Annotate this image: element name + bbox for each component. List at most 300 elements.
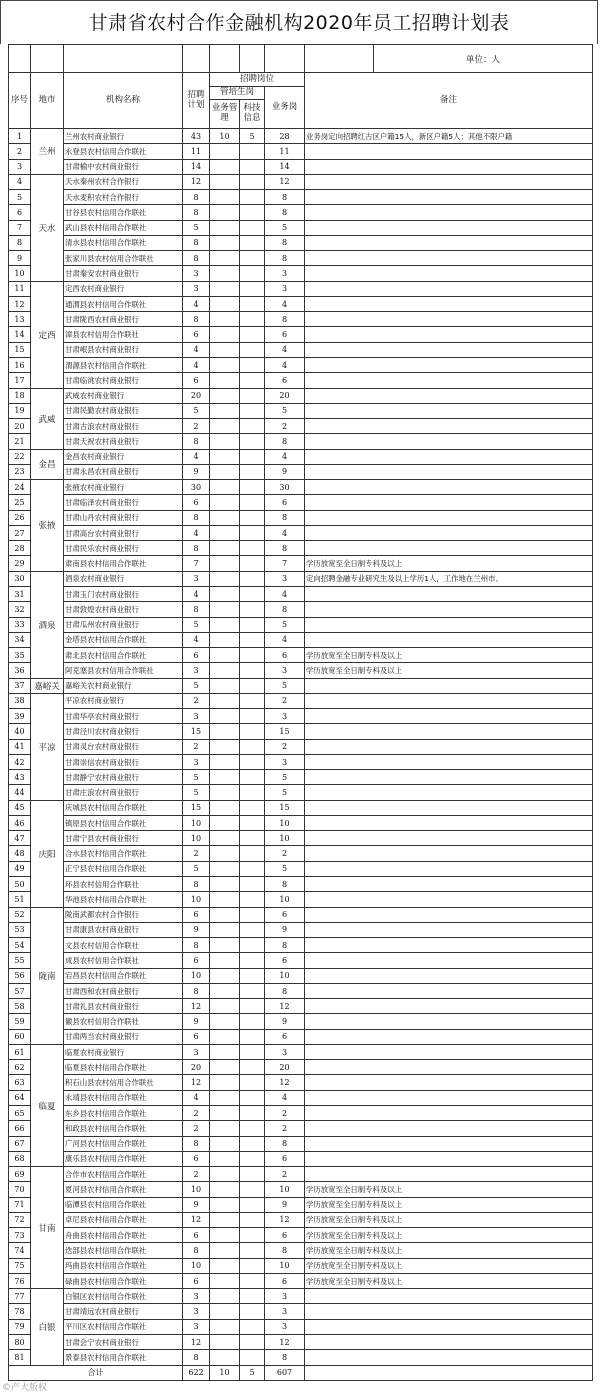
tech-count bbox=[240, 1121, 265, 1136]
plan-count: 4 bbox=[183, 586, 210, 601]
business-count: 4 bbox=[265, 525, 305, 540]
business-count: 2 bbox=[265, 846, 305, 861]
note-cell bbox=[305, 861, 593, 876]
row-seq: 55 bbox=[9, 953, 31, 968]
tech-count bbox=[240, 800, 265, 815]
note-cell bbox=[305, 1029, 593, 1044]
org-name: 甘肃民乐农村商业银行 bbox=[64, 541, 183, 556]
biz-mgmt-count bbox=[210, 190, 240, 205]
tech-count bbox=[240, 1334, 265, 1349]
plan-count: 12 bbox=[183, 1212, 210, 1227]
biz-mgmt-count bbox=[210, 480, 240, 495]
row-seq: 36 bbox=[9, 663, 31, 678]
org-name: 渭源县农村信用合作联社 bbox=[64, 357, 183, 372]
biz-mgmt-count bbox=[210, 281, 240, 296]
table-row bbox=[9, 770, 593, 785]
tech-count bbox=[240, 831, 265, 846]
business-count: 12 bbox=[265, 174, 305, 189]
note-cell: 学历放宽至全日制专科及以上 bbox=[305, 556, 593, 571]
business-count: 10 bbox=[265, 1182, 305, 1197]
plan-count: 5 bbox=[183, 617, 210, 632]
plan-count: 8 bbox=[183, 190, 210, 205]
tech-count bbox=[240, 938, 265, 953]
business-count: 15 bbox=[265, 800, 305, 815]
table-row bbox=[9, 296, 593, 311]
org-name: 甘肃西和农村商业银行 bbox=[64, 983, 183, 998]
table-row bbox=[9, 1121, 593, 1136]
org-name: 甘肃华亭农村商业银行 bbox=[64, 709, 183, 724]
biz-mgmt-count bbox=[210, 388, 240, 403]
tech-count bbox=[240, 419, 265, 434]
plan-count: 2 bbox=[183, 846, 210, 861]
table-row bbox=[9, 983, 593, 998]
biz-mgmt-count bbox=[210, 266, 240, 281]
table-row bbox=[9, 449, 593, 464]
biz-mgmt-count bbox=[210, 922, 240, 937]
table-row bbox=[9, 388, 593, 403]
tech-count bbox=[240, 403, 265, 418]
biz-mgmt-count bbox=[210, 1044, 240, 1059]
tech-count bbox=[240, 1304, 265, 1319]
org-name: 白银区农村信用合作联社 bbox=[64, 1289, 183, 1304]
city-cell: 酒泉 bbox=[31, 571, 64, 678]
tech-count bbox=[240, 327, 265, 342]
table-row bbox=[9, 602, 593, 617]
table-row bbox=[9, 877, 593, 892]
table-row bbox=[9, 312, 593, 327]
org-name: 清水县农村信用合作联社 bbox=[64, 235, 183, 250]
org-name: 兰州农村商业银行 bbox=[64, 129, 183, 144]
business-count: 8 bbox=[265, 434, 305, 449]
biz-mgmt-count bbox=[210, 831, 240, 846]
plan-count: 3 bbox=[183, 266, 210, 281]
tech-count bbox=[240, 983, 265, 998]
row-seq: 17 bbox=[9, 373, 31, 388]
tech-count bbox=[240, 296, 265, 311]
tech-count bbox=[240, 388, 265, 403]
table-row bbox=[9, 419, 593, 434]
org-name: 甘肃庄浪农村商业银行 bbox=[64, 785, 183, 800]
row-seq: 62 bbox=[9, 1060, 31, 1075]
table-row bbox=[9, 1060, 593, 1075]
plan-count: 5 bbox=[183, 403, 210, 418]
table-row bbox=[9, 999, 593, 1014]
row-seq: 81 bbox=[9, 1350, 31, 1365]
row-seq: 20 bbox=[9, 419, 31, 434]
tech-count bbox=[240, 586, 265, 601]
plan-count: 4 bbox=[183, 632, 210, 647]
table-row bbox=[9, 1044, 593, 1059]
table-row bbox=[9, 754, 593, 769]
row-seq: 59 bbox=[9, 1014, 31, 1029]
row-seq: 43 bbox=[9, 770, 31, 785]
tech-count bbox=[240, 663, 265, 678]
note-cell bbox=[305, 999, 593, 1014]
business-count: 5 bbox=[265, 617, 305, 632]
org-name: 环县农村信用合作联社 bbox=[64, 877, 183, 892]
org-name: 临夏农村商业银行 bbox=[64, 1044, 183, 1059]
tech-count bbox=[240, 373, 265, 388]
business-count: 3 bbox=[265, 266, 305, 281]
row-seq: 22 bbox=[9, 449, 31, 464]
city-cell: 庆阳 bbox=[31, 800, 64, 907]
org-name: 东乡县农村信用合作联社 bbox=[64, 1106, 183, 1121]
plan-count: 6 bbox=[183, 648, 210, 663]
org-name: 甘肃两当农村商业银行 bbox=[64, 1029, 183, 1044]
tech-count bbox=[240, 648, 265, 663]
org-name: 甘肃临洮农村商业银行 bbox=[64, 373, 183, 388]
business-count: 3 bbox=[265, 571, 305, 586]
row-seq: 74 bbox=[9, 1243, 31, 1258]
note-cell: 学历放宽至全日制专科及以上 bbox=[305, 1212, 593, 1227]
business-count: 8 bbox=[265, 190, 305, 205]
business-count: 3 bbox=[265, 663, 305, 678]
org-name: 甘肃会宁农村商业银行 bbox=[64, 1334, 183, 1349]
biz-mgmt-count bbox=[210, 693, 240, 708]
biz-mgmt-count bbox=[210, 495, 240, 510]
note-cell: 学历放宽至全日制专科及以上 bbox=[305, 1197, 593, 1212]
tech-count bbox=[240, 1151, 265, 1166]
note-cell bbox=[305, 938, 593, 953]
plan-count: 5 bbox=[183, 785, 210, 800]
business-count: 9 bbox=[265, 464, 305, 479]
tech-count bbox=[240, 999, 265, 1014]
org-name: 卓尼县农村信用合作联社 bbox=[64, 1212, 183, 1227]
plan-count: 5 bbox=[183, 770, 210, 785]
business-count: 20 bbox=[265, 1060, 305, 1075]
table-row bbox=[9, 1289, 593, 1304]
note-cell bbox=[305, 235, 593, 250]
note-cell: 学历放宽至全日制专科及以上 bbox=[305, 663, 593, 678]
note-cell bbox=[305, 724, 593, 739]
recruitment-table bbox=[8, 44, 593, 1381]
row-seq: 80 bbox=[9, 1334, 31, 1349]
business-count: 5 bbox=[265, 770, 305, 785]
tech-count bbox=[240, 159, 265, 174]
note-cell bbox=[305, 1014, 593, 1029]
row-seq: 69 bbox=[9, 1167, 31, 1182]
tech-count bbox=[240, 174, 265, 189]
plan-count: 6 bbox=[183, 327, 210, 342]
biz-mgmt-count bbox=[210, 1304, 240, 1319]
biz-mgmt-count bbox=[210, 1182, 240, 1197]
total-row bbox=[9, 1365, 593, 1380]
business-count: 2 bbox=[265, 1167, 305, 1182]
business-count: 4 bbox=[265, 342, 305, 357]
org-name: 甘肃崇信农村商业银行 bbox=[64, 754, 183, 769]
tech-count bbox=[240, 815, 265, 830]
tech-count bbox=[240, 632, 265, 647]
table-row bbox=[9, 1106, 593, 1121]
org-name: 永靖县农村信用合作联社 bbox=[64, 1090, 183, 1105]
row-seq: 41 bbox=[9, 739, 31, 754]
city-cell: 张掖 bbox=[31, 480, 64, 572]
org-name: 甘肃敦煌农村商业银行 bbox=[64, 602, 183, 617]
note-cell bbox=[305, 846, 593, 861]
plan-count: 2 bbox=[183, 1106, 210, 1121]
table-row bbox=[9, 648, 593, 663]
note-cell bbox=[305, 907, 593, 922]
biz-mgmt-count bbox=[210, 938, 240, 953]
business-count: 8 bbox=[265, 877, 305, 892]
plan-count: 3 bbox=[183, 709, 210, 724]
biz-mgmt-count bbox=[210, 1060, 240, 1075]
plan-count: 20 bbox=[183, 1060, 210, 1075]
plan-count: 6 bbox=[183, 495, 210, 510]
table-row bbox=[9, 1197, 593, 1212]
note-cell bbox=[305, 1151, 593, 1166]
row-seq: 40 bbox=[9, 724, 31, 739]
tech-count bbox=[240, 205, 265, 220]
row-seq: 57 bbox=[9, 983, 31, 998]
plan-count: 14 bbox=[183, 159, 210, 174]
note-cell: 学历放宽至全日制专科及以上 bbox=[305, 1228, 593, 1243]
row-seq: 23 bbox=[9, 464, 31, 479]
table-row bbox=[9, 357, 593, 372]
business-count: 10 bbox=[265, 815, 305, 830]
note-cell bbox=[305, 434, 593, 449]
plan-count: 8 bbox=[183, 877, 210, 892]
note-cell bbox=[305, 342, 593, 357]
org-name: 成县农村信用合作联社 bbox=[64, 953, 183, 968]
plan-count: 6 bbox=[183, 1228, 210, 1243]
header-biz-mgmt: 业务管理 bbox=[210, 100, 240, 129]
row-seq: 14 bbox=[9, 327, 31, 342]
business-count: 9 bbox=[265, 1014, 305, 1029]
business-count: 8 bbox=[265, 251, 305, 266]
plan-count: 2 bbox=[183, 1121, 210, 1136]
row-seq: 52 bbox=[9, 907, 31, 922]
table-row bbox=[9, 1228, 593, 1243]
biz-mgmt-count bbox=[210, 434, 240, 449]
note-cell bbox=[305, 357, 593, 372]
business-count: 9 bbox=[265, 1197, 305, 1212]
note-cell bbox=[305, 709, 593, 724]
business-count: 6 bbox=[265, 373, 305, 388]
biz-mgmt-count bbox=[210, 1319, 240, 1334]
plan-count: 2 bbox=[183, 419, 210, 434]
tech-count bbox=[240, 785, 265, 800]
tech-count bbox=[240, 357, 265, 372]
city-cell: 定西 bbox=[31, 281, 64, 388]
row-seq: 38 bbox=[9, 693, 31, 708]
total-tech: 5 bbox=[240, 1365, 265, 1380]
row-seq: 66 bbox=[9, 1121, 31, 1136]
note-cell bbox=[305, 739, 593, 754]
note-cell bbox=[305, 205, 593, 220]
org-name: 临夏县农村信用合作联社 bbox=[64, 1060, 183, 1075]
note-cell bbox=[305, 602, 593, 617]
table-row bbox=[9, 266, 593, 281]
org-name: 甘肃静宁农村商业银行 bbox=[64, 770, 183, 785]
header-trainee: 管培生岗 bbox=[210, 87, 265, 100]
unit-row bbox=[9, 45, 593, 73]
org-name: 肃北县农村信用合作联社 bbox=[64, 648, 183, 663]
table-row bbox=[9, 1075, 593, 1090]
tech-count bbox=[240, 1350, 265, 1365]
table-row bbox=[9, 831, 593, 846]
tech-count bbox=[240, 1212, 265, 1227]
table-row bbox=[9, 373, 593, 388]
tech-count bbox=[240, 434, 265, 449]
org-name: 甘肃康县农村商业银行 bbox=[64, 922, 183, 937]
note-cell bbox=[305, 983, 593, 998]
plan-count: 2 bbox=[183, 1167, 210, 1182]
table-row bbox=[9, 1243, 593, 1258]
business-count: 5 bbox=[265, 678, 305, 693]
org-name: 甘肃秦安农村商业银行 bbox=[64, 266, 183, 281]
org-name: 甘肃高台农村商业银行 bbox=[64, 525, 183, 540]
note-cell bbox=[305, 1350, 593, 1365]
note-cell: 学历放宽至全日制专科及以上 bbox=[305, 1243, 593, 1258]
org-name: 甘肃山丹农村商业银行 bbox=[64, 510, 183, 525]
total-note bbox=[305, 1365, 593, 1380]
biz-mgmt-count bbox=[210, 983, 240, 998]
biz-mgmt-count bbox=[210, 892, 240, 907]
note-cell bbox=[305, 632, 593, 647]
business-count: 6 bbox=[265, 1151, 305, 1166]
city-cell: 平凉 bbox=[31, 693, 64, 800]
org-name: 甘肃瓜州农村商业银行 bbox=[64, 617, 183, 632]
tech-count bbox=[240, 281, 265, 296]
org-name: 临潭县农村信用合作联社 bbox=[64, 1197, 183, 1212]
table-row bbox=[9, 1014, 593, 1029]
plan-count: 15 bbox=[183, 724, 210, 739]
city-cell: 嘉峪关 bbox=[31, 678, 64, 693]
business-count: 12 bbox=[265, 1212, 305, 1227]
plan-count: 5 bbox=[183, 220, 210, 235]
table-row bbox=[9, 693, 593, 708]
business-count: 4 bbox=[265, 296, 305, 311]
tech-count bbox=[240, 220, 265, 235]
note-cell bbox=[305, 464, 593, 479]
table-row bbox=[9, 556, 593, 571]
plan-count: 8 bbox=[183, 541, 210, 556]
tech-count bbox=[240, 525, 265, 540]
row-seq: 49 bbox=[9, 861, 31, 876]
biz-mgmt-count bbox=[210, 846, 240, 861]
plan-count: 8 bbox=[183, 938, 210, 953]
table-row bbox=[9, 1319, 593, 1334]
business-count: 2 bbox=[265, 693, 305, 708]
table-row bbox=[9, 1273, 593, 1288]
table-row bbox=[9, 815, 593, 830]
business-count: 8 bbox=[265, 938, 305, 953]
biz-mgmt-count bbox=[210, 449, 240, 464]
row-seq: 24 bbox=[9, 480, 31, 495]
header-note: 备注 bbox=[305, 73, 593, 129]
business-count: 3 bbox=[265, 754, 305, 769]
business-count: 8 bbox=[265, 1243, 305, 1258]
note-cell bbox=[305, 922, 593, 937]
org-name: 甘肃陇西农村商业银行 bbox=[64, 312, 183, 327]
note-cell bbox=[305, 1106, 593, 1121]
biz-mgmt-count bbox=[210, 953, 240, 968]
org-name: 宕昌县农村信用合作联社 bbox=[64, 968, 183, 983]
business-count: 5 bbox=[265, 861, 305, 876]
org-name: 武威农村商业银行 bbox=[64, 388, 183, 403]
table-row bbox=[9, 663, 593, 678]
tech-count bbox=[240, 464, 265, 479]
note-cell: 业务岗定向招聘红古区户籍15人，新区户籍5人；其他不限户籍 bbox=[305, 129, 593, 144]
business-count: 4 bbox=[265, 357, 305, 372]
row-seq: 4 bbox=[9, 174, 31, 189]
table-row bbox=[9, 1029, 593, 1044]
biz-mgmt-count bbox=[210, 174, 240, 189]
tech-count bbox=[240, 510, 265, 525]
business-count: 6 bbox=[265, 1273, 305, 1288]
org-name: 金塔县农村信用合作联社 bbox=[64, 632, 183, 647]
row-seq: 8 bbox=[9, 235, 31, 250]
note-cell bbox=[305, 754, 593, 769]
biz-mgmt-count bbox=[210, 556, 240, 571]
row-seq: 77 bbox=[9, 1289, 31, 1304]
org-name: 酒泉农村商业银行 bbox=[64, 571, 183, 586]
table-row bbox=[9, 159, 593, 174]
business-count: 28 bbox=[265, 129, 305, 144]
tech-count bbox=[240, 1228, 265, 1243]
table-row bbox=[9, 1167, 593, 1182]
tech-count bbox=[240, 1029, 265, 1044]
plan-count: 7 bbox=[183, 556, 210, 571]
plan-count: 12 bbox=[183, 174, 210, 189]
business-count: 8 bbox=[265, 602, 305, 617]
org-name: 甘肃天祝农村商业银行 bbox=[64, 434, 183, 449]
table-row bbox=[9, 938, 593, 953]
table-row bbox=[9, 953, 593, 968]
tech-count bbox=[240, 495, 265, 510]
biz-mgmt-count bbox=[210, 678, 240, 693]
row-seq: 10 bbox=[9, 266, 31, 281]
plan-count: 5 bbox=[183, 861, 210, 876]
biz-mgmt-count bbox=[210, 251, 240, 266]
note-cell bbox=[305, 678, 593, 693]
row-seq: 28 bbox=[9, 541, 31, 556]
plan-count: 8 bbox=[183, 510, 210, 525]
table-row bbox=[9, 586, 593, 601]
biz-mgmt-count bbox=[210, 1121, 240, 1136]
biz-mgmt-count bbox=[210, 571, 240, 586]
row-seq: 45 bbox=[9, 800, 31, 815]
plan-count: 3 bbox=[183, 281, 210, 296]
note-cell bbox=[305, 525, 593, 540]
note-cell bbox=[305, 892, 593, 907]
biz-mgmt-count bbox=[210, 1273, 240, 1288]
plan-count: 8 bbox=[183, 983, 210, 998]
note-cell bbox=[305, 815, 593, 830]
org-name: 景泰县农村信用合作联社 bbox=[64, 1350, 183, 1365]
note-cell bbox=[305, 617, 593, 632]
plan-count: 10 bbox=[183, 1258, 210, 1273]
plan-count: 3 bbox=[183, 663, 210, 678]
plan-count: 43 bbox=[183, 129, 210, 144]
org-name: 玛曲县农村信用合作联社 bbox=[64, 1258, 183, 1273]
biz-mgmt-count bbox=[210, 1243, 240, 1258]
plan-count: 5 bbox=[183, 678, 210, 693]
org-name: 嘉峪关农村商业银行 bbox=[64, 678, 183, 693]
org-name: 天水麦积农村合作银行 bbox=[64, 190, 183, 205]
note-cell bbox=[305, 388, 593, 403]
business-count: 4 bbox=[265, 449, 305, 464]
org-name: 通渭县农村信用合作联社 bbox=[64, 296, 183, 311]
note-cell bbox=[305, 1075, 593, 1090]
table-row bbox=[9, 342, 593, 357]
org-name: 平凉农村商业银行 bbox=[64, 693, 183, 708]
plan-count: 4 bbox=[183, 525, 210, 540]
tech-count bbox=[240, 968, 265, 983]
org-name: 甘谷县农村信用合作联社 bbox=[64, 205, 183, 220]
tech-count bbox=[240, 571, 265, 586]
